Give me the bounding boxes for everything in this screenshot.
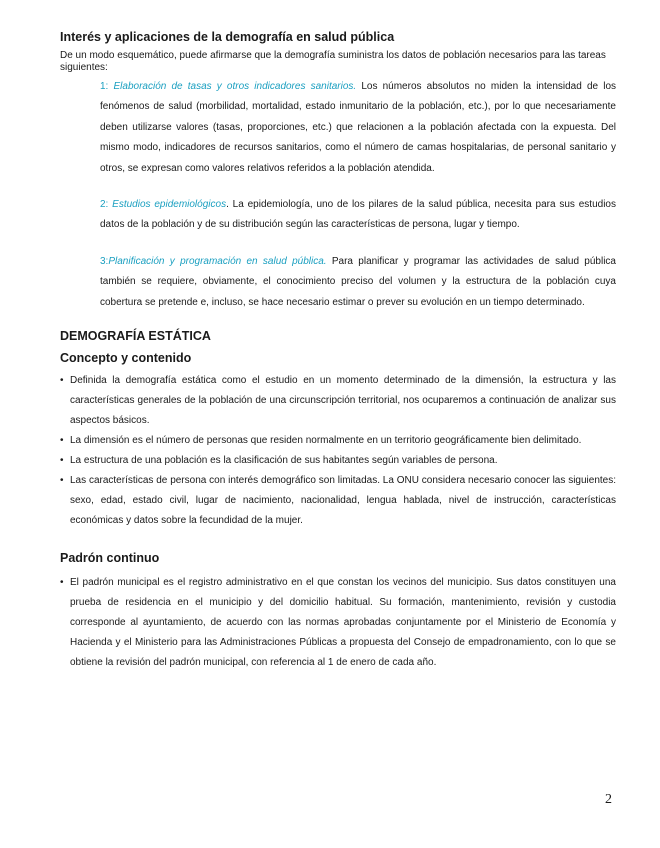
list-item: • La dimensión es el número de personas que residen normalmente en un territorio geográficamente bien delimitado. <box>60 431 616 451</box>
application-number: 3: <box>100 255 109 267</box>
application-item <box>100 195 616 236</box>
list-item: • El padrón municipal es el registro administrativo en el que constan los vecinos del municipio. Sus datos constituyen una prueba de residencia en el municipio y del domicilio habitual. Su formación, mantenimiento, revisión y custodia corresponde al ayuntamiento, de acuerdo con las normas aprobadas conjuntamente por el Ministerio de Economía y Hacienda y el Ministerio para las Administraciones Públicas a propuesta del Consejo de empadronamiento, con lo que se obtiene la revisión del padrón municipal, con referencia al 1 de enero de cada año. <box>60 573 616 673</box>
subsection-title-padron: Padrón continuo <box>60 551 160 566</box>
padron-bullet-list <box>60 573 616 673</box>
page-number: 2 <box>605 792 612 807</box>
application-text: . La epidemiología, uno de los pilares de la salud pública, necesita para sus estudios datos de la población y de su distribución según las características de persona, lugar y tiempo. <box>100 199 616 231</box>
application-item <box>100 252 616 313</box>
application-text: Para planificar y programar las actividades de salud pública también se requiere, obviamente, el conocimiento preciso del volumen y la estructura de la población cuya cobertura se pretende e, incluso, se hace necesario estimar o prever su evolución en un tiempo determinado. <box>100 255 616 308</box>
application-number: 1: <box>100 81 114 92</box>
list-item: • La estructura de una población es la clasificación de sus habitantes según variables de persona. <box>60 451 616 471</box>
application-lead: Planificación y programación en salud pública. <box>108 255 327 267</box>
concept-bullet-list <box>60 371 616 531</box>
application-number: 2: <box>100 199 113 211</box>
application-item <box>100 77 616 179</box>
application-text: Los números absolutos no miden la intensidad de los fenómenos de salud (morbilidad, mortalidad, estado inmunitario de la población, etc.), por lo que necesariamente deben utilizarse valores (tasas, proporciones, etc.) que relacionen a la población afectada con la expuesta. Del mismo modo, indicadores de recursos sanitarios, como el número de camas hospitalarias, de personal sanitario y otros, se expresan como valores relativos referidos a la población atendida. <box>100 81 616 174</box>
section-title-interest: Interés y aplicaciones de la demografía en salud pública <box>60 30 395 44</box>
list-item: • Las características de persona con interés demográfico son limitadas. La ONU considera necesario conocer las siguientes: sexo, edad, estado civil, lugar de nacimiento, nacionalidad, lengua hablada, nivel de instrucción, características económicas y datos sobre la fecundidad de la mujer. <box>60 471 616 531</box>
list-item: • Definida la demografía estática como el estudio en un momento determinado de la dimensión, la estructura y las características generales de la población de una circunscripción territorial, nos ocuparemos a continuación de analizar sus aspectos básicos. <box>60 371 616 431</box>
subsection-title-concept: Concepto y contenido <box>60 351 192 366</box>
document-page <box>60 28 616 673</box>
application-lead: Elaboración de tasas y otros indicadores sanitarios. <box>113 81 357 92</box>
section-title-static-demography: DEMOGRAFÍA ESTÁTICA <box>60 329 211 344</box>
applications-list <box>100 77 616 313</box>
section-intro: De un modo esquemático, puede afirmarse que la demografía suministra los datos de población necesarios para las tareas siguientes: <box>60 50 606 73</box>
application-lead: Estudios epidemiológicos <box>112 199 227 211</box>
